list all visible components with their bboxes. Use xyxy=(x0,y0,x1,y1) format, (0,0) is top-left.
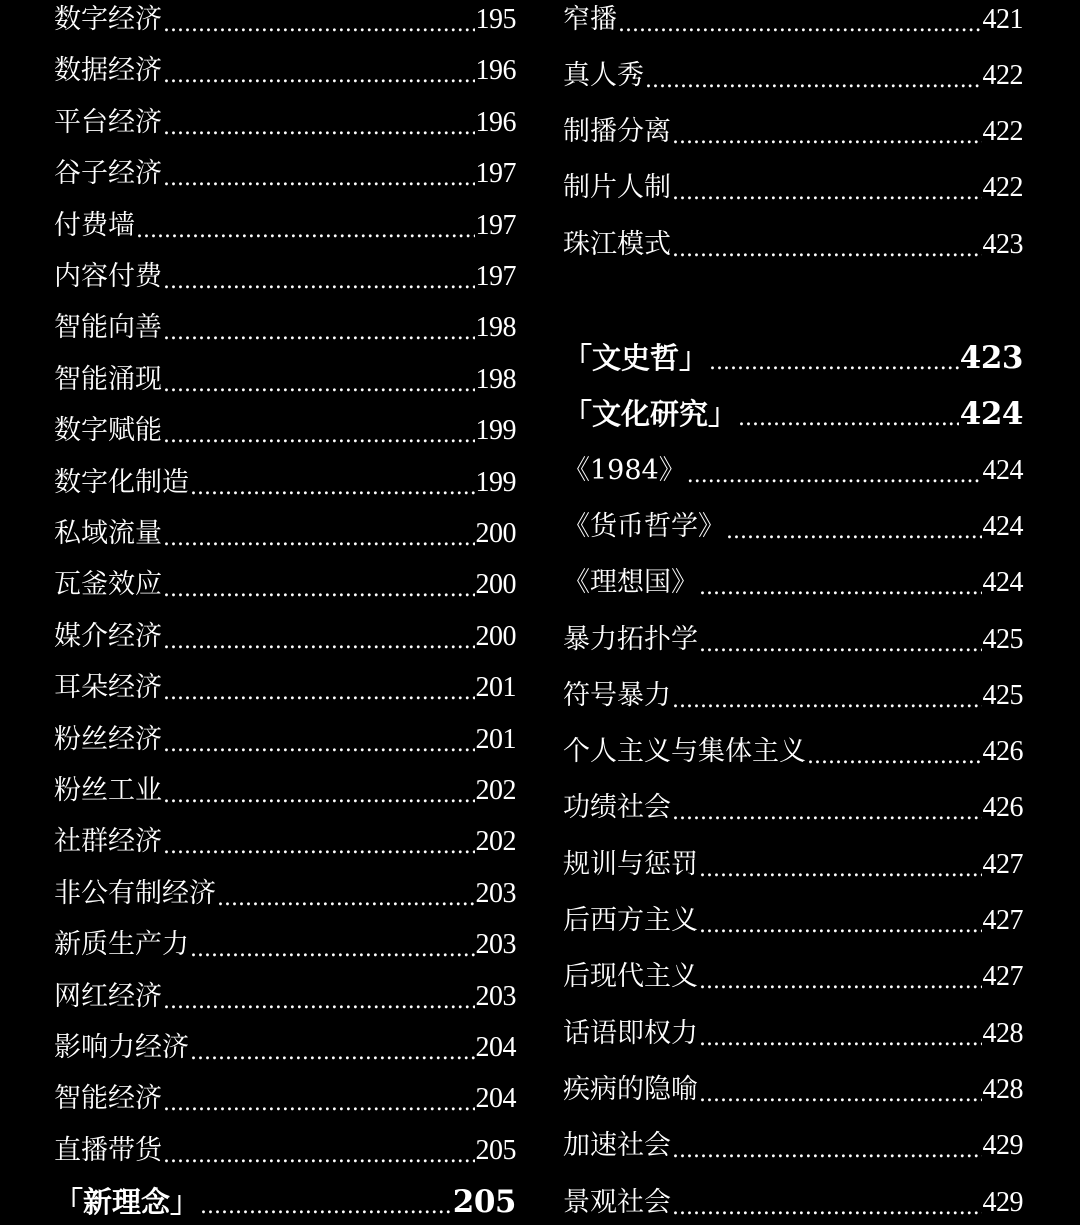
dot-leader xyxy=(163,987,475,1017)
entry-page-number: 422 xyxy=(982,172,1023,203)
entry-term: 暴力拓扑学 xyxy=(563,624,698,655)
entry-term: 内容付费 xyxy=(54,261,162,292)
dot-leader xyxy=(200,1192,452,1222)
index-entry xyxy=(563,620,1023,660)
index-entry xyxy=(563,1183,1023,1223)
entry-term: 《货币哲学》 xyxy=(563,511,725,542)
entry-page-number: 202 xyxy=(475,826,516,858)
entry-term: 粉丝工业 xyxy=(54,775,162,806)
dot-leader xyxy=(699,1080,982,1110)
dot-leader xyxy=(699,630,982,660)
index-entry xyxy=(563,451,1023,491)
index-entry xyxy=(54,1028,516,1068)
dot-leader xyxy=(190,1038,475,1068)
entry-term: 智能向善 xyxy=(54,312,162,344)
dot-leader xyxy=(672,122,982,152)
entry-page-number: 429 xyxy=(982,1130,1023,1161)
dot-leader xyxy=(709,348,959,378)
dot-leader xyxy=(163,575,475,605)
entry-page-number: 203 xyxy=(475,980,516,1012)
dot-leader xyxy=(163,1089,475,1119)
dot-leader xyxy=(163,370,475,400)
dot-leader xyxy=(163,61,475,91)
index-entry xyxy=(563,1070,1023,1110)
index-entry xyxy=(54,668,516,708)
entry-page-number: 428 xyxy=(982,1074,1023,1105)
dot-leader xyxy=(163,678,475,708)
index-entry xyxy=(563,56,1023,96)
entry-page-number: 197 xyxy=(475,209,516,241)
entry-term: 谷子经济 xyxy=(54,158,162,190)
index-entry xyxy=(54,308,516,348)
entry-term: 《1984》 xyxy=(563,455,686,486)
entry-page-number: 204 xyxy=(475,1083,516,1115)
entry-page-number: 423 xyxy=(959,340,1023,376)
entry-term: 非公有制经济 xyxy=(54,877,216,909)
entry-page-number: 424 xyxy=(982,567,1023,598)
entry-term: 话语即权力 xyxy=(563,1018,698,1049)
dot-leader xyxy=(672,235,982,265)
dot-leader xyxy=(645,66,982,96)
entry-term: 社群经济 xyxy=(54,826,162,858)
dot-leader xyxy=(699,573,982,603)
entry-page-number: 424 xyxy=(982,455,1023,486)
entry-page-number: 421 xyxy=(982,4,1023,35)
entry-term: 加速社会 xyxy=(563,1130,671,1161)
index-entry xyxy=(54,771,516,811)
dot-leader xyxy=(163,832,475,862)
entry-term: 后西方主义 xyxy=(563,905,698,936)
entry-page-number: 195 xyxy=(475,4,516,35)
index-entry xyxy=(563,563,1023,603)
index-entry xyxy=(563,901,1023,941)
dot-leader xyxy=(738,404,959,434)
dot-leader xyxy=(807,742,982,772)
entry-page-number: 201 xyxy=(475,672,516,704)
index-entry xyxy=(563,845,1023,885)
entry-term: 「新理念」 xyxy=(54,1185,200,1220)
entry-page-number: 200 xyxy=(475,518,516,549)
entry-term: 智能涌现 xyxy=(54,363,162,395)
index-entry xyxy=(54,0,516,40)
entry-page-number: 196 xyxy=(475,55,516,87)
dot-leader xyxy=(163,318,475,348)
index-entry xyxy=(563,1014,1023,1054)
entry-page-number: 422 xyxy=(982,60,1023,91)
entry-page-number: 204 xyxy=(475,1032,516,1063)
index-entry xyxy=(563,168,1023,208)
index-entry xyxy=(54,925,516,965)
entry-page-number: 424 xyxy=(959,396,1023,432)
entry-page-number: 205 xyxy=(452,1184,516,1221)
index-entry xyxy=(54,154,516,194)
entry-page-number: 199 xyxy=(475,415,516,447)
entry-page-number: 197 xyxy=(475,261,516,292)
entry-page-number: 425 xyxy=(982,624,1023,655)
dot-leader xyxy=(726,517,982,547)
entry-page-number: 429 xyxy=(982,1187,1023,1218)
entry-term: 疾病的隐喻 xyxy=(563,1074,698,1105)
dot-leader xyxy=(163,164,475,194)
index-entry xyxy=(563,732,1023,772)
entry-term: 直播带货 xyxy=(54,1134,162,1166)
entry-term: 制片人制 xyxy=(563,172,671,203)
entry-term: 窄播 xyxy=(563,4,617,35)
entry-term: 制播分离 xyxy=(563,116,671,147)
index-entry xyxy=(563,788,1023,828)
entry-page-number: 422 xyxy=(982,116,1023,147)
index-entry xyxy=(563,0,1023,40)
index-entry xyxy=(54,720,516,760)
entry-term: 瓦釜效应 xyxy=(54,569,162,601)
dot-leader xyxy=(163,627,475,657)
index-entry xyxy=(54,514,516,554)
section-heading xyxy=(54,1182,516,1222)
entry-page-number: 205 xyxy=(475,1134,516,1166)
index-entry xyxy=(54,822,516,862)
index-entry xyxy=(54,257,516,297)
entry-term: 珠江模式 xyxy=(563,229,671,260)
entry-term: 《理想国》 xyxy=(563,567,698,598)
dot-leader xyxy=(699,911,982,941)
index-entry xyxy=(54,874,516,914)
index-entry xyxy=(563,225,1023,265)
entry-page-number: 198 xyxy=(475,363,516,395)
index-entry xyxy=(563,112,1023,152)
index-entry xyxy=(54,411,516,451)
entry-page-number: 425 xyxy=(982,680,1023,711)
dot-leader xyxy=(163,113,475,143)
entry-page-number: 198 xyxy=(475,312,516,344)
index-entry xyxy=(54,103,516,143)
entry-page-number: 203 xyxy=(475,877,516,909)
entry-page-number: 428 xyxy=(982,1018,1023,1049)
index-entry xyxy=(563,1126,1023,1166)
entry-term: 粉丝经济 xyxy=(54,723,162,755)
index-entry xyxy=(563,676,1023,716)
entry-term: 数字经济 xyxy=(54,4,162,35)
entry-term: 「文化研究」 xyxy=(563,397,738,431)
entry-term: 私域流量 xyxy=(54,518,162,549)
entry-page-number: 203 xyxy=(475,929,516,961)
entry-term: 平台经济 xyxy=(54,106,162,138)
entry-term: 符号暴力 xyxy=(563,680,671,711)
section-heading xyxy=(563,394,1023,434)
entry-term: 耳朵经济 xyxy=(54,672,162,704)
dot-leader xyxy=(672,686,982,716)
dot-leader xyxy=(163,1141,475,1171)
index-entry xyxy=(54,1131,516,1171)
entry-term: 媒介经济 xyxy=(54,620,162,652)
entry-term: 新质生产力 xyxy=(54,929,189,961)
entry-page-number: 427 xyxy=(982,905,1023,936)
index-entry xyxy=(54,977,516,1017)
dot-leader xyxy=(190,935,475,965)
entry-term: 后现代主义 xyxy=(563,961,698,992)
entry-term: 功绩社会 xyxy=(563,792,671,823)
entry-page-number: 200 xyxy=(475,620,516,652)
entry-term: 智能经济 xyxy=(54,1083,162,1115)
entry-term: 数字赋能 xyxy=(54,415,162,447)
dot-leader xyxy=(672,178,982,208)
dot-leader xyxy=(687,461,982,491)
dot-leader xyxy=(163,421,475,451)
dot-leader xyxy=(699,967,982,997)
entry-term: 景观社会 xyxy=(563,1187,671,1218)
entry-page-number: 427 xyxy=(982,849,1023,880)
index-entry xyxy=(54,617,516,657)
index-entry xyxy=(54,360,516,400)
dot-leader xyxy=(163,730,475,760)
entry-term: 网红经济 xyxy=(54,980,162,1012)
dot-leader xyxy=(618,10,982,40)
dot-leader xyxy=(163,267,475,297)
entry-page-number: 423 xyxy=(982,229,1023,260)
index-entry xyxy=(54,565,516,605)
index-entry xyxy=(563,507,1023,547)
dot-leader xyxy=(699,855,982,885)
index-entry xyxy=(54,463,516,503)
entry-page-number: 196 xyxy=(475,106,516,138)
index-entry xyxy=(54,51,516,91)
dot-leader xyxy=(163,524,475,554)
dot-leader xyxy=(672,1193,982,1223)
index-entry xyxy=(54,206,516,246)
entry-page-number: 424 xyxy=(982,511,1023,542)
dot-leader xyxy=(136,216,475,246)
entry-page-number: 426 xyxy=(982,736,1023,767)
entry-term: 数字化制造 xyxy=(54,466,189,498)
entry-page-number: 426 xyxy=(982,792,1023,823)
entry-term: 影响力经济 xyxy=(54,1032,189,1063)
entry-term: 规训与惩罚 xyxy=(563,849,698,880)
entry-term: 付费墙 xyxy=(54,209,135,241)
entry-page-number: 199 xyxy=(475,466,516,498)
dot-leader xyxy=(163,781,475,811)
dot-leader xyxy=(190,473,475,503)
dot-leader xyxy=(217,884,475,914)
entry-page-number: 427 xyxy=(982,961,1023,992)
entry-page-number: 197 xyxy=(475,158,516,190)
section-heading xyxy=(563,338,1023,378)
dot-leader xyxy=(672,1136,982,1166)
index-entry xyxy=(54,1079,516,1119)
entry-page-number: 202 xyxy=(475,775,516,806)
entry-page-number: 201 xyxy=(475,723,516,755)
entry-term: 真人秀 xyxy=(563,60,644,91)
dot-leader xyxy=(672,798,982,828)
entry-page-number: 200 xyxy=(475,569,516,601)
entry-term: 数据经济 xyxy=(54,55,162,87)
index-entry xyxy=(563,957,1023,997)
entry-term: 个人主义与集体主义 xyxy=(563,736,806,767)
dot-leader xyxy=(163,10,475,40)
entry-term: 「文史哲」 xyxy=(563,341,709,375)
dot-leader xyxy=(699,1024,982,1054)
